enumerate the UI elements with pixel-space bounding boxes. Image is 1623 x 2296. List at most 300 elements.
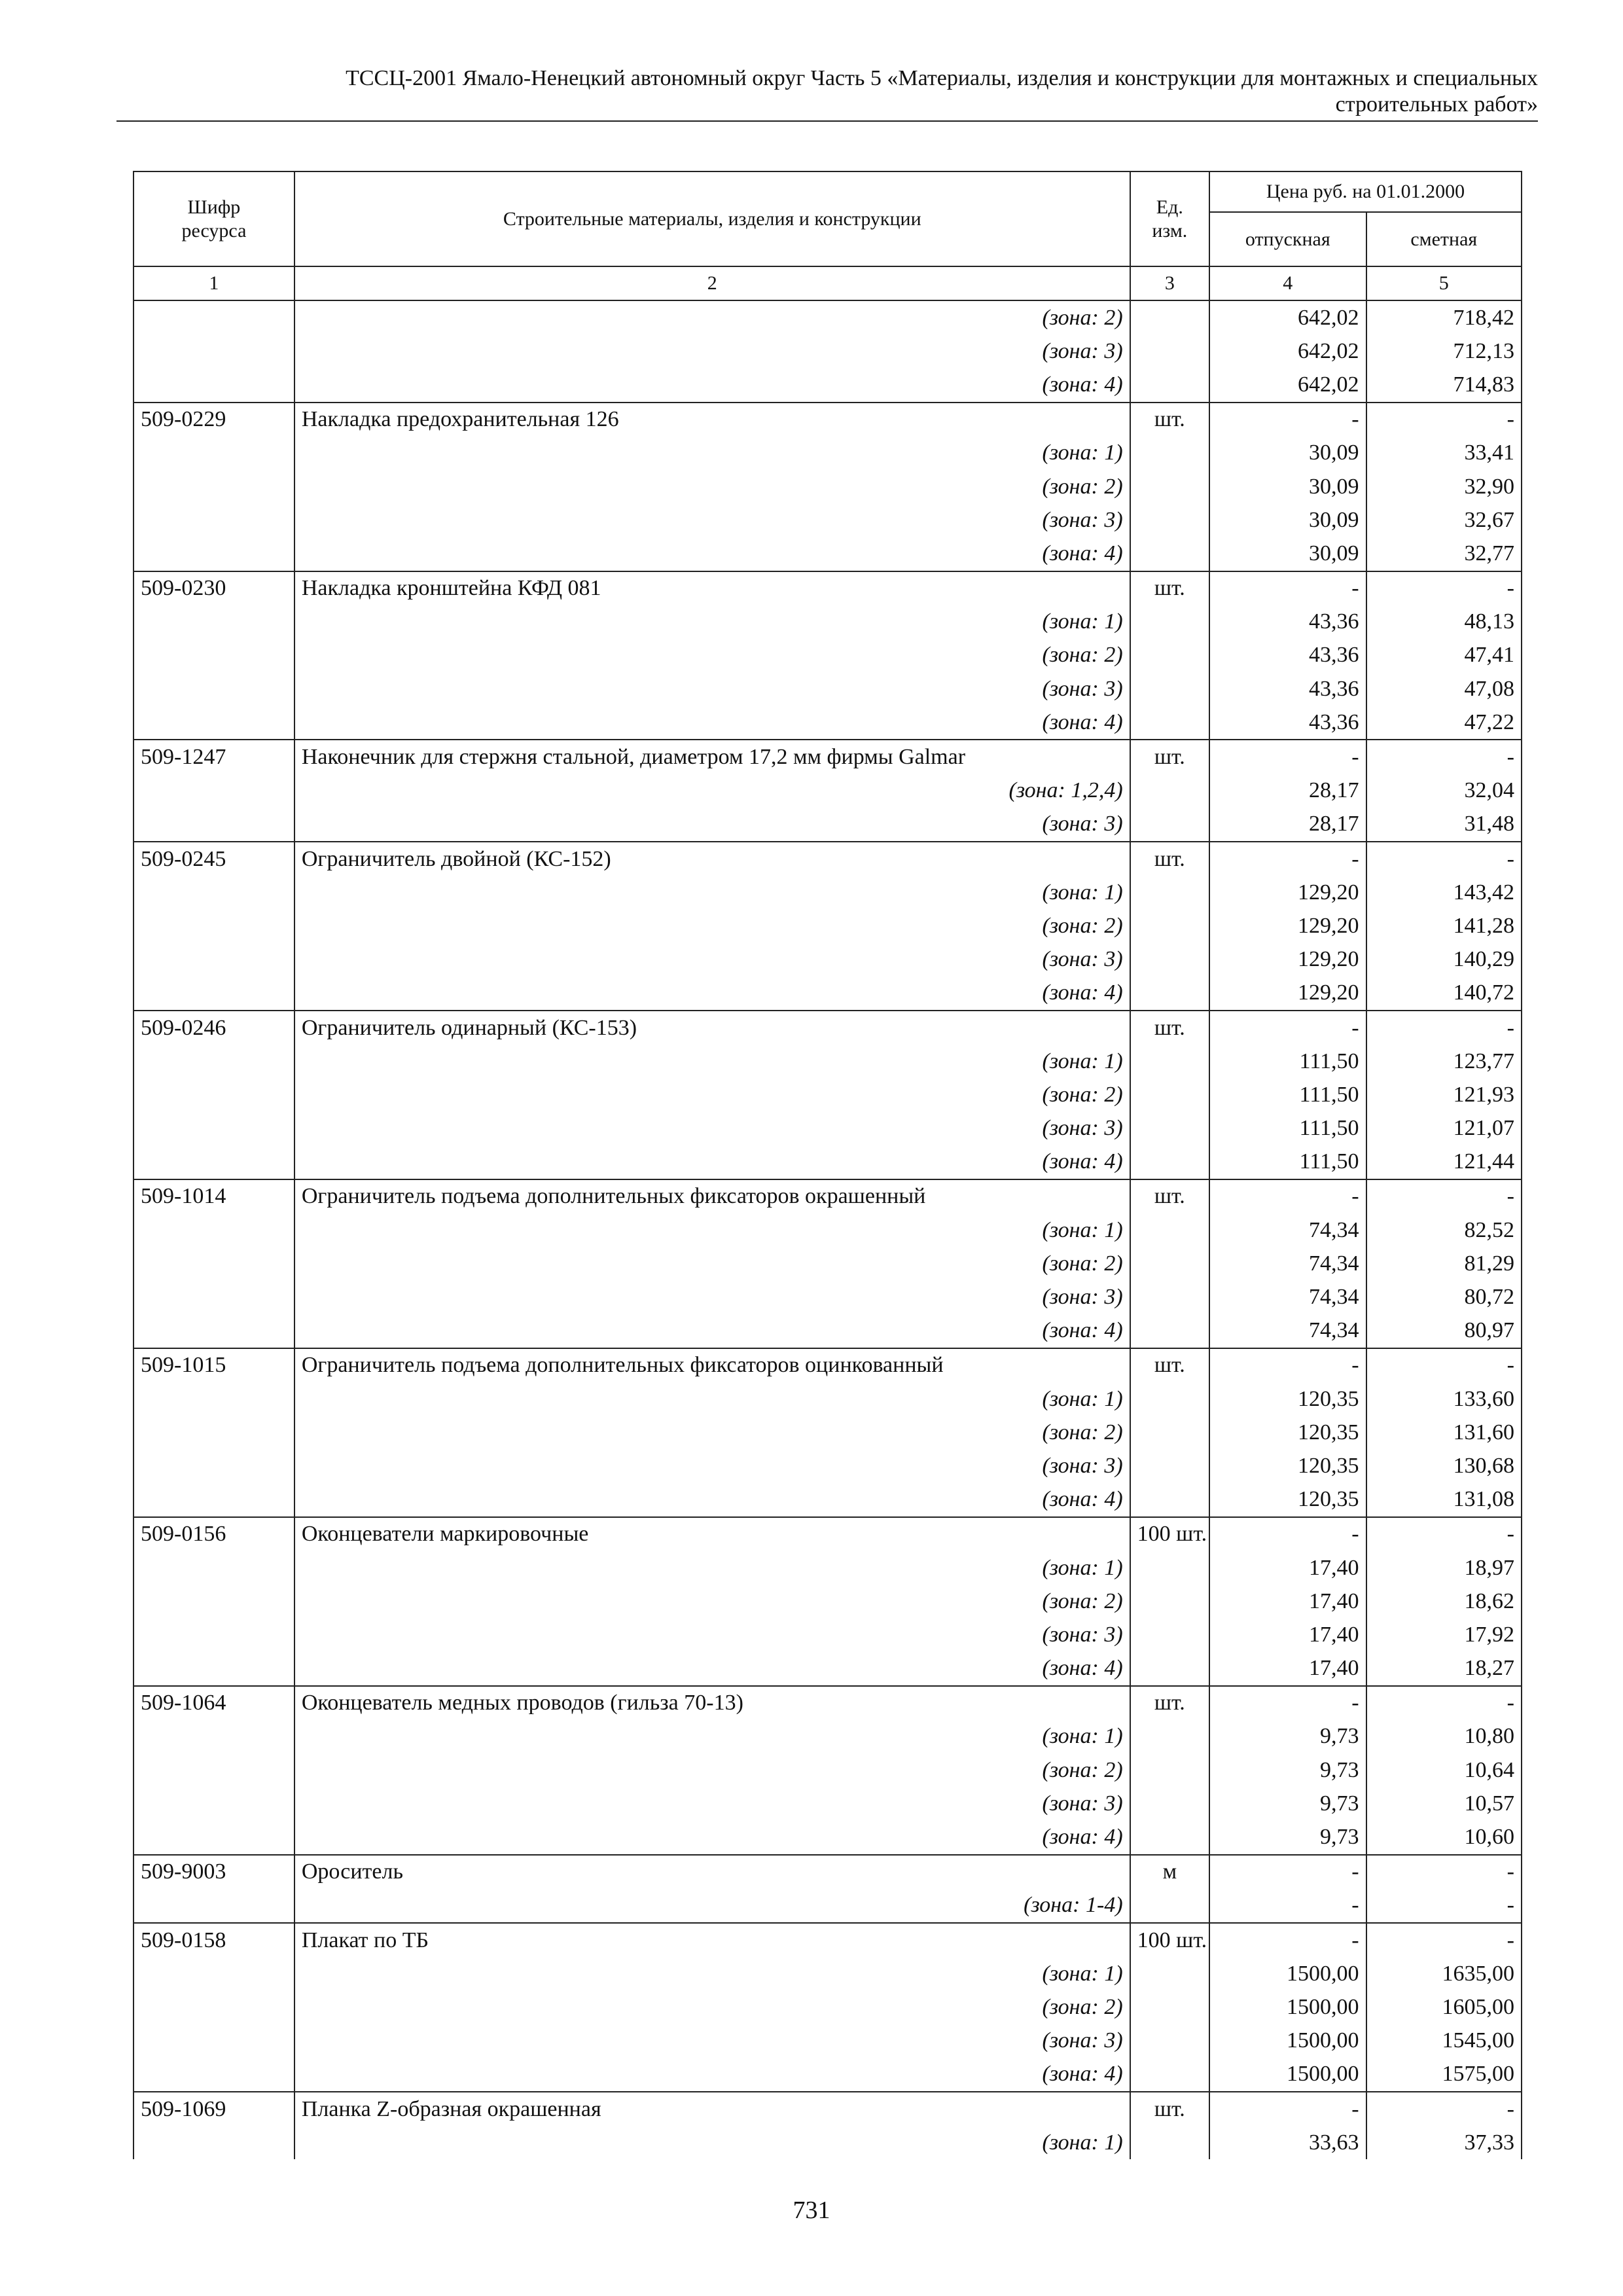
resource-code-cell bbox=[134, 1483, 294, 1517]
zone-label-cell: (зона: 2) bbox=[294, 1078, 1130, 1111]
resource-code-cell bbox=[134, 1045, 294, 1078]
release-price-cell: - bbox=[1209, 2092, 1366, 2126]
zone-label-cell: (зона: 2) bbox=[294, 470, 1130, 503]
resource-code-cell bbox=[134, 334, 294, 368]
zone-label-cell: (зона: 4) bbox=[294, 1483, 1130, 1517]
running-header-line-1: ТССЦ-2001 Ямало-Ненецкий автономный округ Часть 5 «Материалы, изделия и конструкции для монтажных и специальных bbox=[346, 66, 1538, 90]
release-price-cell: 43,36 bbox=[1209, 672, 1366, 706]
release-price-cell: 111,50 bbox=[1209, 1145, 1366, 1179]
resource-code-cell bbox=[134, 808, 294, 842]
table-row bbox=[134, 1618, 1522, 1651]
estimate-price-cell: 1545,00 bbox=[1366, 2024, 1522, 2058]
resource-code-cell bbox=[134, 1213, 294, 1247]
release-price-cell: - bbox=[1209, 1889, 1366, 1923]
material-name-cell: Наконечник для стержня стальной, диаметром 17,2 мм фирмы Galmar bbox=[294, 740, 1130, 774]
column-header-code: Шифр ресурса bbox=[134, 171, 294, 266]
estimate-price-cell: 121,93 bbox=[1366, 1078, 1522, 1111]
resource-code-cell bbox=[134, 1112, 294, 1145]
release-price-cell: 111,50 bbox=[1209, 1045, 1366, 1078]
unit-cell bbox=[1130, 334, 1209, 368]
table-row bbox=[134, 740, 1522, 774]
release-price-cell: 17,40 bbox=[1209, 1551, 1366, 1585]
unit-cell bbox=[1130, 1720, 1209, 1753]
zone-label-cell: (зона: 2) bbox=[294, 1753, 1130, 1787]
zone-label-cell: (зона: 1) bbox=[294, 1045, 1130, 1078]
release-price-cell: 43,36 bbox=[1209, 706, 1366, 740]
resource-code-cell: 509-1069 bbox=[134, 2092, 294, 2126]
resource-code-cell bbox=[134, 1551, 294, 1585]
release-price-cell: 120,35 bbox=[1209, 1449, 1366, 1482]
unit-cell bbox=[1130, 470, 1209, 503]
resource-code-cell: 509-9003 bbox=[134, 1855, 294, 1889]
release-price-cell: - bbox=[1209, 842, 1366, 876]
release-price-cell: - bbox=[1209, 571, 1366, 605]
estimate-price-cell: 131,60 bbox=[1366, 1416, 1522, 1449]
estimate-price-cell: 37,33 bbox=[1366, 2126, 1522, 2159]
release-price-cell: - bbox=[1209, 1348, 1366, 1382]
column-header-release-price: отпускная bbox=[1209, 212, 1366, 266]
resource-code-cell bbox=[134, 368, 294, 402]
resource-code-cell bbox=[134, 943, 294, 977]
unit-cell bbox=[1130, 1551, 1209, 1585]
table-row bbox=[134, 943, 1522, 977]
unit-cell bbox=[1130, 1416, 1209, 1449]
estimate-price-cell: - bbox=[1366, 571, 1522, 605]
resource-code-cell bbox=[134, 639, 294, 672]
estimate-price-cell: - bbox=[1366, 740, 1522, 774]
unit-cell bbox=[1130, 909, 1209, 942]
table-row bbox=[134, 571, 1522, 605]
release-price-cell: 120,35 bbox=[1209, 1483, 1366, 1517]
resource-code-cell bbox=[134, 1280, 294, 1314]
zone-label-cell: (зона: 2) bbox=[294, 909, 1130, 942]
unit-cell bbox=[1130, 977, 1209, 1011]
zone-label-cell: (зона: 4) bbox=[294, 537, 1130, 571]
unit-cell bbox=[1130, 706, 1209, 740]
release-price-cell: - bbox=[1209, 1855, 1366, 1889]
material-name-cell: Ограничитель одинарный (КС-153) bbox=[294, 1011, 1130, 1045]
estimate-price-cell: 141,28 bbox=[1366, 909, 1522, 942]
table-row bbox=[134, 977, 1522, 1011]
zone-label-cell: (зона: 2) bbox=[294, 1990, 1130, 2024]
unit-cell bbox=[1130, 1112, 1209, 1145]
table-row bbox=[134, 537, 1522, 571]
table-row bbox=[134, 1787, 1522, 1820]
estimate-price-cell: 18,62 bbox=[1366, 1585, 1522, 1618]
table-row bbox=[134, 1247, 1522, 1280]
release-price-cell: 111,50 bbox=[1209, 1112, 1366, 1145]
zone-label-cell: (зона: 3) bbox=[294, 943, 1130, 977]
estimate-price-cell: - bbox=[1366, 1889, 1522, 1923]
zone-label-cell: (зона: 2) bbox=[294, 639, 1130, 672]
release-price-cell: 74,34 bbox=[1209, 1280, 1366, 1314]
zone-label-cell: (зона: 3) bbox=[294, 1449, 1130, 1482]
column-header-unit: Ед. изм. bbox=[1130, 171, 1209, 266]
zone-label-cell: (зона: 1-4) bbox=[294, 1889, 1130, 1923]
release-price-cell: 111,50 bbox=[1209, 1078, 1366, 1111]
zone-label-cell: (зона: 4) bbox=[294, 1820, 1130, 1854]
table-row bbox=[134, 1923, 1522, 1957]
material-name-cell: Планка Z-образная окрашенная bbox=[294, 2092, 1130, 2126]
release-price-cell: 129,20 bbox=[1209, 909, 1366, 942]
release-price-cell: 1500,00 bbox=[1209, 2024, 1366, 2058]
zone-label-cell: (зона: 2) bbox=[294, 1585, 1130, 1618]
resource-code-cell bbox=[134, 977, 294, 1011]
resource-code-cell: 509-1015 bbox=[134, 1348, 294, 1382]
table-row bbox=[134, 1045, 1522, 1078]
estimate-price-cell: - bbox=[1366, 1517, 1522, 1551]
unit-cell bbox=[1130, 537, 1209, 571]
estimate-price-cell: 10,60 bbox=[1366, 1820, 1522, 1854]
estimate-price-cell: 131,08 bbox=[1366, 1483, 1522, 1517]
table-row bbox=[134, 1957, 1522, 1990]
resource-code-cell bbox=[134, 437, 294, 470]
material-name-cell: Ограничитель подъема дополнительных фиксаторов оцинкованный bbox=[294, 1348, 1130, 1382]
column-number: 5 bbox=[1366, 266, 1522, 300]
release-price-cell: 120,35 bbox=[1209, 1382, 1366, 1416]
material-name-cell: Оконцеватели маркировочные bbox=[294, 1517, 1130, 1551]
resource-code-cell: 509-1247 bbox=[134, 740, 294, 774]
material-name-cell: Плакат по ТБ bbox=[294, 1923, 1130, 1957]
resource-code-cell bbox=[134, 909, 294, 942]
resource-code-cell bbox=[134, 470, 294, 503]
resource-code-cell bbox=[134, 1449, 294, 1482]
resource-code-cell: 509-0246 bbox=[134, 1011, 294, 1045]
resource-code-cell bbox=[134, 1247, 294, 1280]
zone-label-cell: (зона: 1) bbox=[294, 1213, 1130, 1247]
table-row bbox=[134, 1753, 1522, 1787]
resource-code-cell bbox=[134, 537, 294, 571]
column-number: 2 bbox=[294, 266, 1130, 300]
zone-label-cell: (зона: 3) bbox=[294, 1787, 1130, 1820]
unit-cell: шт. bbox=[1130, 1348, 1209, 1382]
unit-cell: шт. bbox=[1130, 740, 1209, 774]
estimate-price-cell: 18,97 bbox=[1366, 1551, 1522, 1585]
estimate-price-cell: 47,22 bbox=[1366, 706, 1522, 740]
column-header-price: Цена руб. на 01.01.2000 bbox=[1209, 171, 1522, 212]
estimate-price-cell: 133,60 bbox=[1366, 1382, 1522, 1416]
release-price-cell: 9,73 bbox=[1209, 1820, 1366, 1854]
zone-label-cell: (зона: 1) bbox=[294, 1551, 1130, 1585]
resource-code-cell: 509-0230 bbox=[134, 571, 294, 605]
table-row bbox=[134, 1820, 1522, 1854]
table-row bbox=[134, 300, 1522, 334]
estimate-price-cell: 121,07 bbox=[1366, 1112, 1522, 1145]
release-price-cell: - bbox=[1209, 403, 1366, 437]
table-row bbox=[134, 1551, 1522, 1585]
table-row bbox=[134, 503, 1522, 537]
resource-code-cell bbox=[134, 1787, 294, 1820]
estimate-price-cell: 17,92 bbox=[1366, 1618, 1522, 1651]
material-name-cell: Оконцеватель медных проводов (гильза 70-13) bbox=[294, 1686, 1130, 1720]
release-price-cell: 28,17 bbox=[1209, 774, 1366, 808]
release-price-cell: 30,09 bbox=[1209, 470, 1366, 503]
estimate-price-cell: 10,64 bbox=[1366, 1753, 1522, 1787]
unit-cell bbox=[1130, 1314, 1209, 1348]
zone-label-cell: (зона: 4) bbox=[294, 1314, 1130, 1348]
estimate-price-cell: 123,77 bbox=[1366, 1045, 1522, 1078]
table-row bbox=[134, 1652, 1522, 1686]
resource-code-cell bbox=[134, 1990, 294, 2024]
resource-code-cell bbox=[134, 1753, 294, 1787]
estimate-price-cell: - bbox=[1366, 1855, 1522, 1889]
release-price-cell: 17,40 bbox=[1209, 1652, 1366, 1686]
estimate-price-cell: 714,83 bbox=[1366, 368, 1522, 402]
estimate-price-cell: 140,72 bbox=[1366, 977, 1522, 1011]
material-name-cell: Ограничитель двойной (КС-152) bbox=[294, 842, 1130, 876]
unit-cell bbox=[1130, 1889, 1209, 1923]
unit-cell bbox=[1130, 300, 1209, 334]
release-price-cell: - bbox=[1209, 1923, 1366, 1957]
column-number: 1 bbox=[134, 266, 294, 300]
resource-code-cell bbox=[134, 706, 294, 740]
table-row bbox=[134, 1483, 1522, 1517]
resource-code-cell bbox=[134, 1652, 294, 1686]
unit-cell bbox=[1130, 774, 1209, 808]
unit-cell: шт. bbox=[1130, 1179, 1209, 1213]
estimate-price-cell: - bbox=[1366, 1923, 1522, 1957]
unit-cell: шт. bbox=[1130, 842, 1209, 876]
unit-cell bbox=[1130, 368, 1209, 402]
table-row bbox=[134, 1720, 1522, 1753]
release-price-cell: 129,20 bbox=[1209, 977, 1366, 1011]
material-name-cell: Ограничитель подъема дополнительных фиксаторов окрашенный bbox=[294, 1179, 1130, 1213]
estimate-price-cell: 18,27 bbox=[1366, 1652, 1522, 1686]
release-price-cell: - bbox=[1209, 1011, 1366, 1045]
unit-cell bbox=[1130, 1585, 1209, 1618]
unit-cell bbox=[1130, 1280, 1209, 1314]
release-price-cell: 28,17 bbox=[1209, 808, 1366, 842]
resource-code-cell bbox=[134, 1820, 294, 1854]
estimate-price-cell: 10,57 bbox=[1366, 1787, 1522, 1820]
unit-cell bbox=[1130, 808, 1209, 842]
zone-label-cell: (зона: 2) bbox=[294, 300, 1130, 334]
zone-label-cell: (зона: 3) bbox=[294, 503, 1130, 537]
table-row bbox=[134, 1145, 1522, 1179]
unit-cell bbox=[1130, 672, 1209, 706]
release-price-cell: 9,73 bbox=[1209, 1720, 1366, 1753]
estimate-price-cell: 32,90 bbox=[1366, 470, 1522, 503]
zone-label-cell: (зона: 4) bbox=[294, 977, 1130, 1011]
estimate-price-cell: 33,41 bbox=[1366, 437, 1522, 470]
header-rule bbox=[116, 120, 1538, 122]
resource-code-cell bbox=[134, 2024, 294, 2058]
resource-code-cell: 509-1014 bbox=[134, 1179, 294, 1213]
zone-label-cell: (зона: 1) bbox=[294, 876, 1130, 909]
resource-code-cell bbox=[134, 1618, 294, 1651]
unit-cell bbox=[1130, 1618, 1209, 1651]
table-row bbox=[134, 2024, 1522, 2058]
release-price-cell: - bbox=[1209, 1517, 1366, 1551]
unit-cell: шт. bbox=[1130, 403, 1209, 437]
table-row bbox=[134, 1686, 1522, 1720]
unit-cell bbox=[1130, 1483, 1209, 1517]
resource-code-cell bbox=[134, 2058, 294, 2092]
resource-code-cell bbox=[134, 1889, 294, 1923]
resource-code-cell bbox=[134, 774, 294, 808]
release-price-cell: 1500,00 bbox=[1209, 1957, 1366, 1990]
zone-label-cell: (зона: 1) bbox=[294, 605, 1130, 639]
release-price-cell: 43,36 bbox=[1209, 639, 1366, 672]
release-price-cell: 74,34 bbox=[1209, 1247, 1366, 1280]
unit-cell: 100 шт. bbox=[1130, 1517, 1209, 1551]
zone-label-cell: (зона: 4) bbox=[294, 706, 1130, 740]
table-row bbox=[134, 1585, 1522, 1618]
table-row bbox=[134, 1990, 1522, 2024]
resource-code-cell bbox=[134, 1078, 294, 1111]
estimate-price-cell: - bbox=[1366, 1348, 1522, 1382]
zone-label-cell: (зона: 3) bbox=[294, 808, 1130, 842]
estimate-price-cell: 1605,00 bbox=[1366, 1990, 1522, 2024]
unit-cell bbox=[1130, 605, 1209, 639]
zone-label-cell: (зона: 3) bbox=[294, 672, 1130, 706]
table-row bbox=[134, 706, 1522, 740]
table-row bbox=[134, 1855, 1522, 1889]
estimate-price-cell: 121,44 bbox=[1366, 1145, 1522, 1179]
unit-cell: шт. bbox=[1130, 571, 1209, 605]
table-row bbox=[134, 1517, 1522, 1551]
table-row bbox=[134, 2126, 1522, 2159]
zone-label-cell: (зона: 3) bbox=[294, 1112, 1130, 1145]
estimate-price-cell: 31,48 bbox=[1366, 808, 1522, 842]
unit-cell bbox=[1130, 2058, 1209, 2092]
zone-label-cell: (зона: 2) bbox=[294, 1416, 1130, 1449]
release-price-cell: 1500,00 bbox=[1209, 1990, 1366, 2024]
zone-label-cell: (зона: 4) bbox=[294, 1145, 1130, 1179]
column-header-estimate-price: сметная bbox=[1366, 212, 1522, 266]
zone-label-cell: (зона: 1) bbox=[294, 1957, 1130, 1990]
table-row bbox=[134, 605, 1522, 639]
estimate-price-cell: 130,68 bbox=[1366, 1449, 1522, 1482]
estimate-price-cell: 140,29 bbox=[1366, 943, 1522, 977]
zone-label-cell: (зона: 1) bbox=[294, 1720, 1130, 1753]
estimate-price-cell: 82,52 bbox=[1366, 1213, 1522, 1247]
zone-label-cell: (зона: 1) bbox=[294, 437, 1130, 470]
unit-cell bbox=[1130, 1045, 1209, 1078]
table-row bbox=[134, 1179, 1522, 1213]
zone-label-cell: (зона: 4) bbox=[294, 2058, 1130, 2092]
unit-cell bbox=[1130, 1382, 1209, 1416]
unit-cell: шт. bbox=[1130, 1011, 1209, 1045]
table-row bbox=[134, 1213, 1522, 1247]
estimate-price-cell: 1635,00 bbox=[1366, 1957, 1522, 1990]
table-row bbox=[134, 1112, 1522, 1145]
release-price-cell: - bbox=[1209, 740, 1366, 774]
table-row bbox=[134, 1280, 1522, 1314]
table-row bbox=[134, 470, 1522, 503]
zone-label-cell: (зона: 2) bbox=[294, 1247, 1130, 1280]
material-name-cell: Ороситель bbox=[294, 1855, 1130, 1889]
release-price-cell: - bbox=[1209, 1179, 1366, 1213]
release-price-cell: 17,40 bbox=[1209, 1585, 1366, 1618]
unit-cell: м bbox=[1130, 1855, 1209, 1889]
unit-cell bbox=[1130, 1247, 1209, 1280]
resource-code-cell bbox=[134, 1382, 294, 1416]
zone-label-cell: (зона: 1) bbox=[294, 1382, 1130, 1416]
table-row bbox=[134, 909, 1522, 942]
unit-cell bbox=[1130, 503, 1209, 537]
running-header-line-2: строительных работ» bbox=[1335, 92, 1538, 117]
table-row bbox=[134, 334, 1522, 368]
estimate-price-cell: - bbox=[1366, 1011, 1522, 1045]
resource-code-cell bbox=[134, 1585, 294, 1618]
table-row bbox=[134, 1449, 1522, 1482]
estimate-price-cell: - bbox=[1366, 842, 1522, 876]
table-row bbox=[134, 403, 1522, 437]
release-price-cell: 30,09 bbox=[1209, 437, 1366, 470]
resource-code-cell: 509-0245 bbox=[134, 842, 294, 876]
release-price-cell: 9,73 bbox=[1209, 1753, 1366, 1787]
estimate-price-cell: - bbox=[1366, 1179, 1522, 1213]
resource-code-cell: 509-1064 bbox=[134, 1686, 294, 1720]
unit-cell bbox=[1130, 1990, 1209, 2024]
unit-cell bbox=[1130, 1213, 1209, 1247]
price-table bbox=[133, 171, 1522, 2159]
zone-label-cell: (зона: 3) bbox=[294, 2024, 1130, 2058]
zone-label-cell: (зона: 3) bbox=[294, 334, 1130, 368]
resource-code-cell: 509-0158 bbox=[134, 1923, 294, 1957]
table-row bbox=[134, 437, 1522, 470]
table-row bbox=[134, 876, 1522, 909]
release-price-cell: 17,40 bbox=[1209, 1618, 1366, 1651]
table-row bbox=[134, 1382, 1522, 1416]
estimate-price-cell: 80,97 bbox=[1366, 1314, 1522, 1348]
table-row bbox=[134, 842, 1522, 876]
release-price-cell: 30,09 bbox=[1209, 537, 1366, 571]
release-price-cell: 9,73 bbox=[1209, 1787, 1366, 1820]
resource-code-cell bbox=[134, 300, 294, 334]
unit-cell bbox=[1130, 876, 1209, 909]
table-row bbox=[134, 1348, 1522, 1382]
resource-code-cell bbox=[134, 1145, 294, 1179]
table-row bbox=[134, 1416, 1522, 1449]
column-number: 4 bbox=[1209, 266, 1366, 300]
unit-cell bbox=[1130, 437, 1209, 470]
release-price-cell: 642,02 bbox=[1209, 334, 1366, 368]
unit-cell bbox=[1130, 1449, 1209, 1482]
estimate-price-cell: - bbox=[1366, 1686, 1522, 1720]
unit-cell bbox=[1130, 1652, 1209, 1686]
running-header bbox=[116, 65, 1538, 118]
unit-cell: шт. bbox=[1130, 1686, 1209, 1720]
release-price-cell: 129,20 bbox=[1209, 943, 1366, 977]
estimate-price-cell: - bbox=[1366, 403, 1522, 437]
resource-code-cell bbox=[134, 503, 294, 537]
release-price-cell: 30,09 bbox=[1209, 503, 1366, 537]
zone-label-cell: (зона: 4) bbox=[294, 368, 1130, 402]
resource-code-cell bbox=[134, 1314, 294, 1348]
page-number: 731 bbox=[793, 2197, 830, 2224]
column-number: 3 bbox=[1130, 266, 1209, 300]
estimate-price-cell: 32,77 bbox=[1366, 537, 1522, 571]
unit-cell bbox=[1130, 2126, 1209, 2159]
unit-cell: 100 шт. bbox=[1130, 1923, 1209, 1957]
estimate-price-cell: 718,42 bbox=[1366, 300, 1522, 334]
unit-cell bbox=[1130, 1957, 1209, 1990]
estimate-price-cell: 143,42 bbox=[1366, 876, 1522, 909]
estimate-price-cell: 10,80 bbox=[1366, 1720, 1522, 1753]
resource-code-cell bbox=[134, 1416, 294, 1449]
estimate-price-cell: 712,13 bbox=[1366, 334, 1522, 368]
zone-label-cell: (зона: 1) bbox=[294, 2126, 1130, 2159]
table-row bbox=[134, 1889, 1522, 1923]
unit-cell bbox=[1130, 1145, 1209, 1179]
resource-code-cell: 509-0156 bbox=[134, 1517, 294, 1551]
estimate-price-cell: - bbox=[1366, 2092, 1522, 2126]
unit-cell bbox=[1130, 1078, 1209, 1111]
release-price-cell: 642,02 bbox=[1209, 368, 1366, 402]
release-price-cell: 74,34 bbox=[1209, 1213, 1366, 1247]
